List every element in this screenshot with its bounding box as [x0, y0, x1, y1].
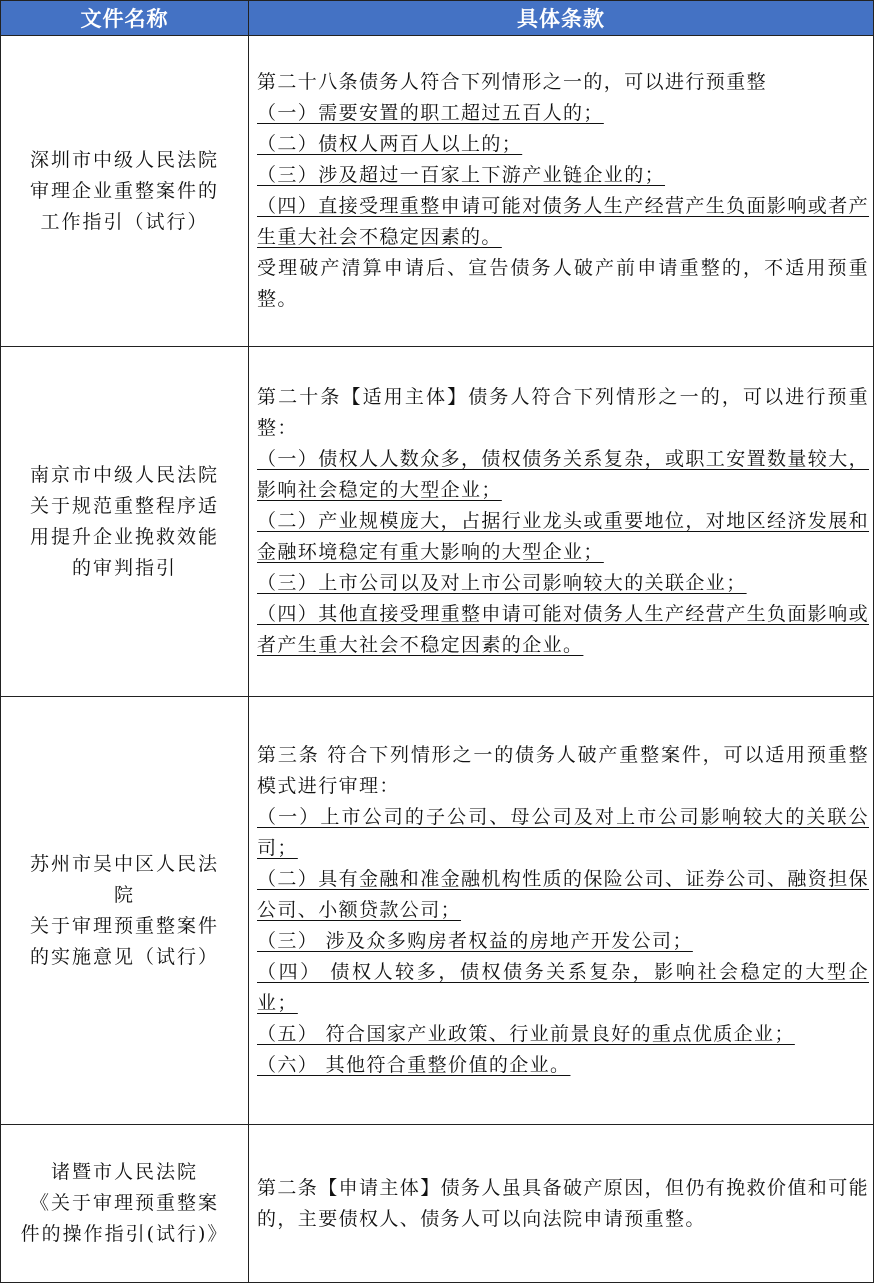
table-header-row	[1, 1, 874, 36]
clause-text: 第三条 符合下列情形之一的债务人破产重整案件，可以适用预重整模式进行审理：	[257, 744, 869, 797]
clause-item: （一）债权人人数众多，债权债务关系复杂，或职工安置数量较大，影响社会稳定的大型企业；	[257, 448, 870, 501]
header-document-name: 文件名称	[1, 1, 249, 36]
table-row	[1, 347, 874, 697]
terms-cell	[249, 36, 874, 347]
clause-item: （二）债权人两百人以上的；	[257, 133, 523, 155]
clause-text: 第二条【申请主体】债务人虽具备破产原因，但仍有挽救价值和可能的，主要债权人、债务人可以向法院申请预重整。	[257, 1176, 870, 1230]
clause-text: 受理破产清算申请后、宣告债务人破产前申请重整的，不适用预重整。	[257, 257, 869, 310]
terms-cell	[249, 697, 874, 1125]
document-name-cell: 深圳市中级人民法院 审理企业重整案件的 工作指引（试行）	[1, 36, 249, 347]
clause-item: （二）具有金融和准金融机构性质的保险公司、证券公司、融资担保公司、小额贷款公司；	[257, 868, 870, 921]
clause-item: （四） 债权人较多，债权债务关系复杂，影响社会稳定的大型企业；	[257, 961, 869, 1014]
document-name-cell: 苏州市吴中区人民法 院 关于审理预重整案件 的实施意见（试行）	[1, 697, 249, 1125]
clause-text: 第二十条【适用主体】债务人符合下列情形之一的，可以进行预重整：	[257, 386, 869, 439]
clause-item: （二）产业规模庞大，占据行业龙头或重要地位，对地区经济发展和金融环境稳定有重大影响的大型企业；	[257, 510, 870, 563]
clause-text: 第二十八条债务人符合下列情形之一的，可以进行预重整	[257, 71, 768, 93]
clause-item: （四）其他直接受理重整申请可能对债务人生产经营产生负面影响或者产生重大社会不稳定因素的企业。	[257, 603, 870, 656]
clause-item: （一）需要安置的职工超过五百人的；	[257, 102, 604, 124]
terms-cell	[249, 1125, 874, 1283]
clause-item: （一）上市公司的子公司、母公司及对上市公司影响较大的关联公司；	[257, 806, 869, 859]
clause-item: （三）上市公司以及对上市公司影响较大的关联企业；	[257, 572, 747, 594]
clause-item: （三） 涉及众多购房者权益的房地产开发公司；	[257, 930, 693, 952]
table-row	[1, 697, 874, 1125]
document-name-cell: 诸暨市人民法院 《关于审理预重整案 件的操作指引(试行)》	[1, 1125, 249, 1283]
terms-cell	[249, 347, 874, 697]
table-row	[1, 36, 874, 347]
clause-item: （四）直接受理重整申请可能对债务人生产经营产生负面影响或者产生重大社会不稳定因素的。	[257, 195, 870, 248]
header-specific-terms: 具体条款	[249, 1, 874, 36]
table-row	[1, 1125, 874, 1283]
clause-item: （五） 符合国家产业政策、行业前景良好的重点优质企业；	[257, 1023, 795, 1045]
clause-item: （三）涉及超过一百家上下游产业链企业的；	[257, 164, 666, 186]
clause-item: （六） 其他符合重整价值的企业。	[257, 1054, 571, 1076]
document-name-cell: 南京市中级人民法院 关于规范重整程序适 用提升企业挽救效能 的审判指引	[1, 347, 249, 697]
